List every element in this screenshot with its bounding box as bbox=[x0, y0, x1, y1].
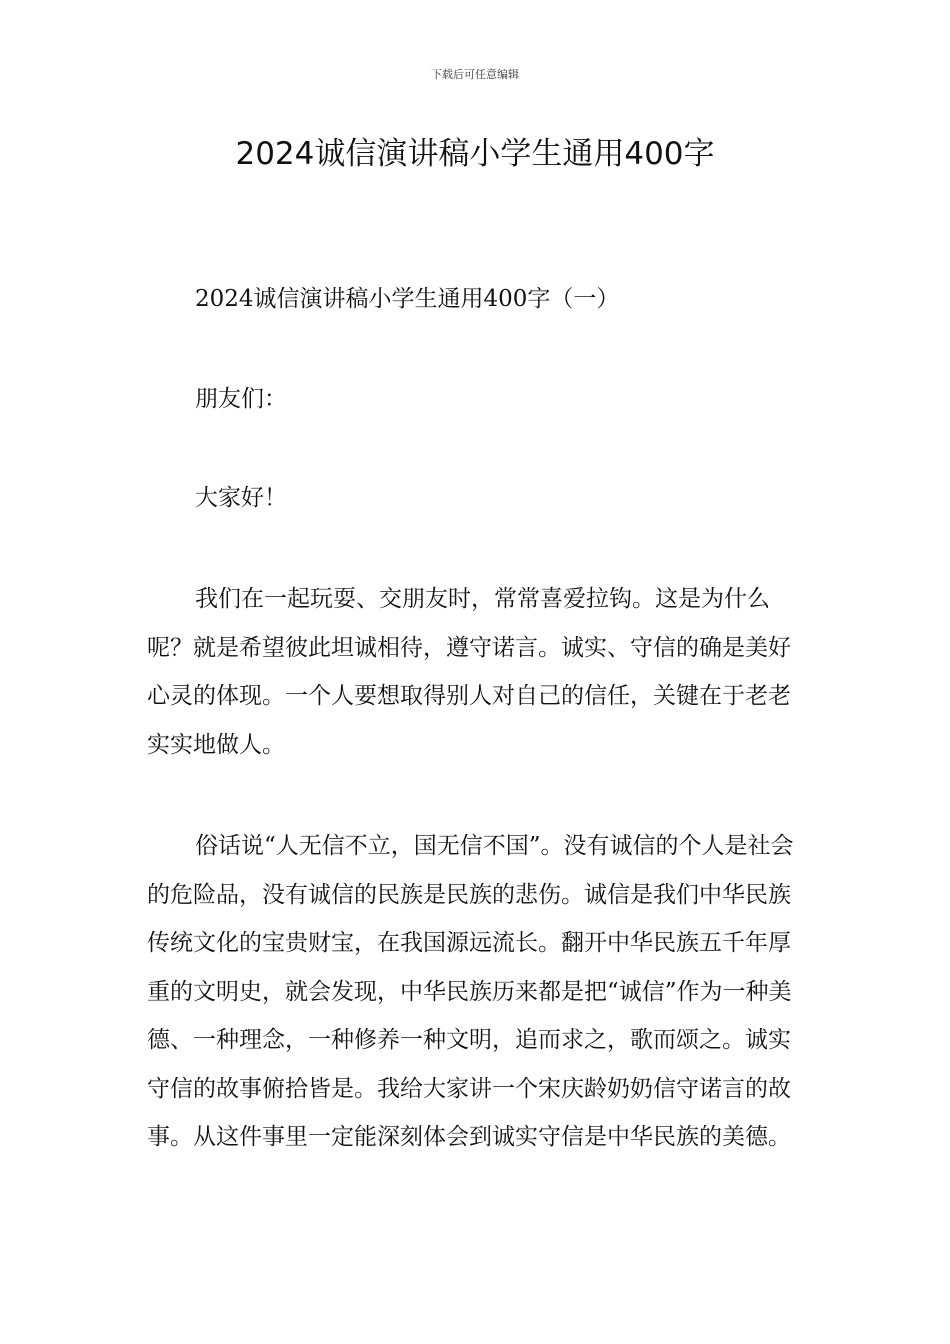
header-note: 下载后可任意编辑 bbox=[431, 68, 519, 81]
body-paragraph-1: 我们在一起玩耍、交朋友时，常常喜爱拉钩。这是为什么呢？就是希望彼此坦诚相待，遵守诺言。诚实、守信的确是美好心灵的体现。一个人要想取得别人对自己的信任，关键在于老老实实地做人。 bbox=[147, 586, 791, 758]
document-title: 2024诚信演讲稿小学生通用400字 bbox=[235, 136, 715, 172]
section-subtitle: 2024诚信演讲稿小学生通用400字（一） bbox=[195, 286, 620, 312]
greeting: 朋友们： bbox=[195, 386, 287, 412]
salutation: 大家好！ bbox=[195, 485, 287, 511]
body-paragraph-2: 俗话说“人无信不立，国无信不国”。没有诚信的个人是社会的危险品，没有诚信的民族是民族的悲伤。诚信是我们中华民族传统文化的宝贵财宝，在我国源远流长。翻开中华民族五千年厚重的文明史，就会发现，中华民族历来都是把“诚信”作为一种美德、一种理念，一种修养一种文明，追而求之，歌而颂之。诚实守信的故事俯拾皆是。我给大家讲一个宋庆龄奶奶信守诺言的故事。从这件事里一定能深刻体会到诚实守信是中华民族的美德。 bbox=[147, 833, 794, 1150]
